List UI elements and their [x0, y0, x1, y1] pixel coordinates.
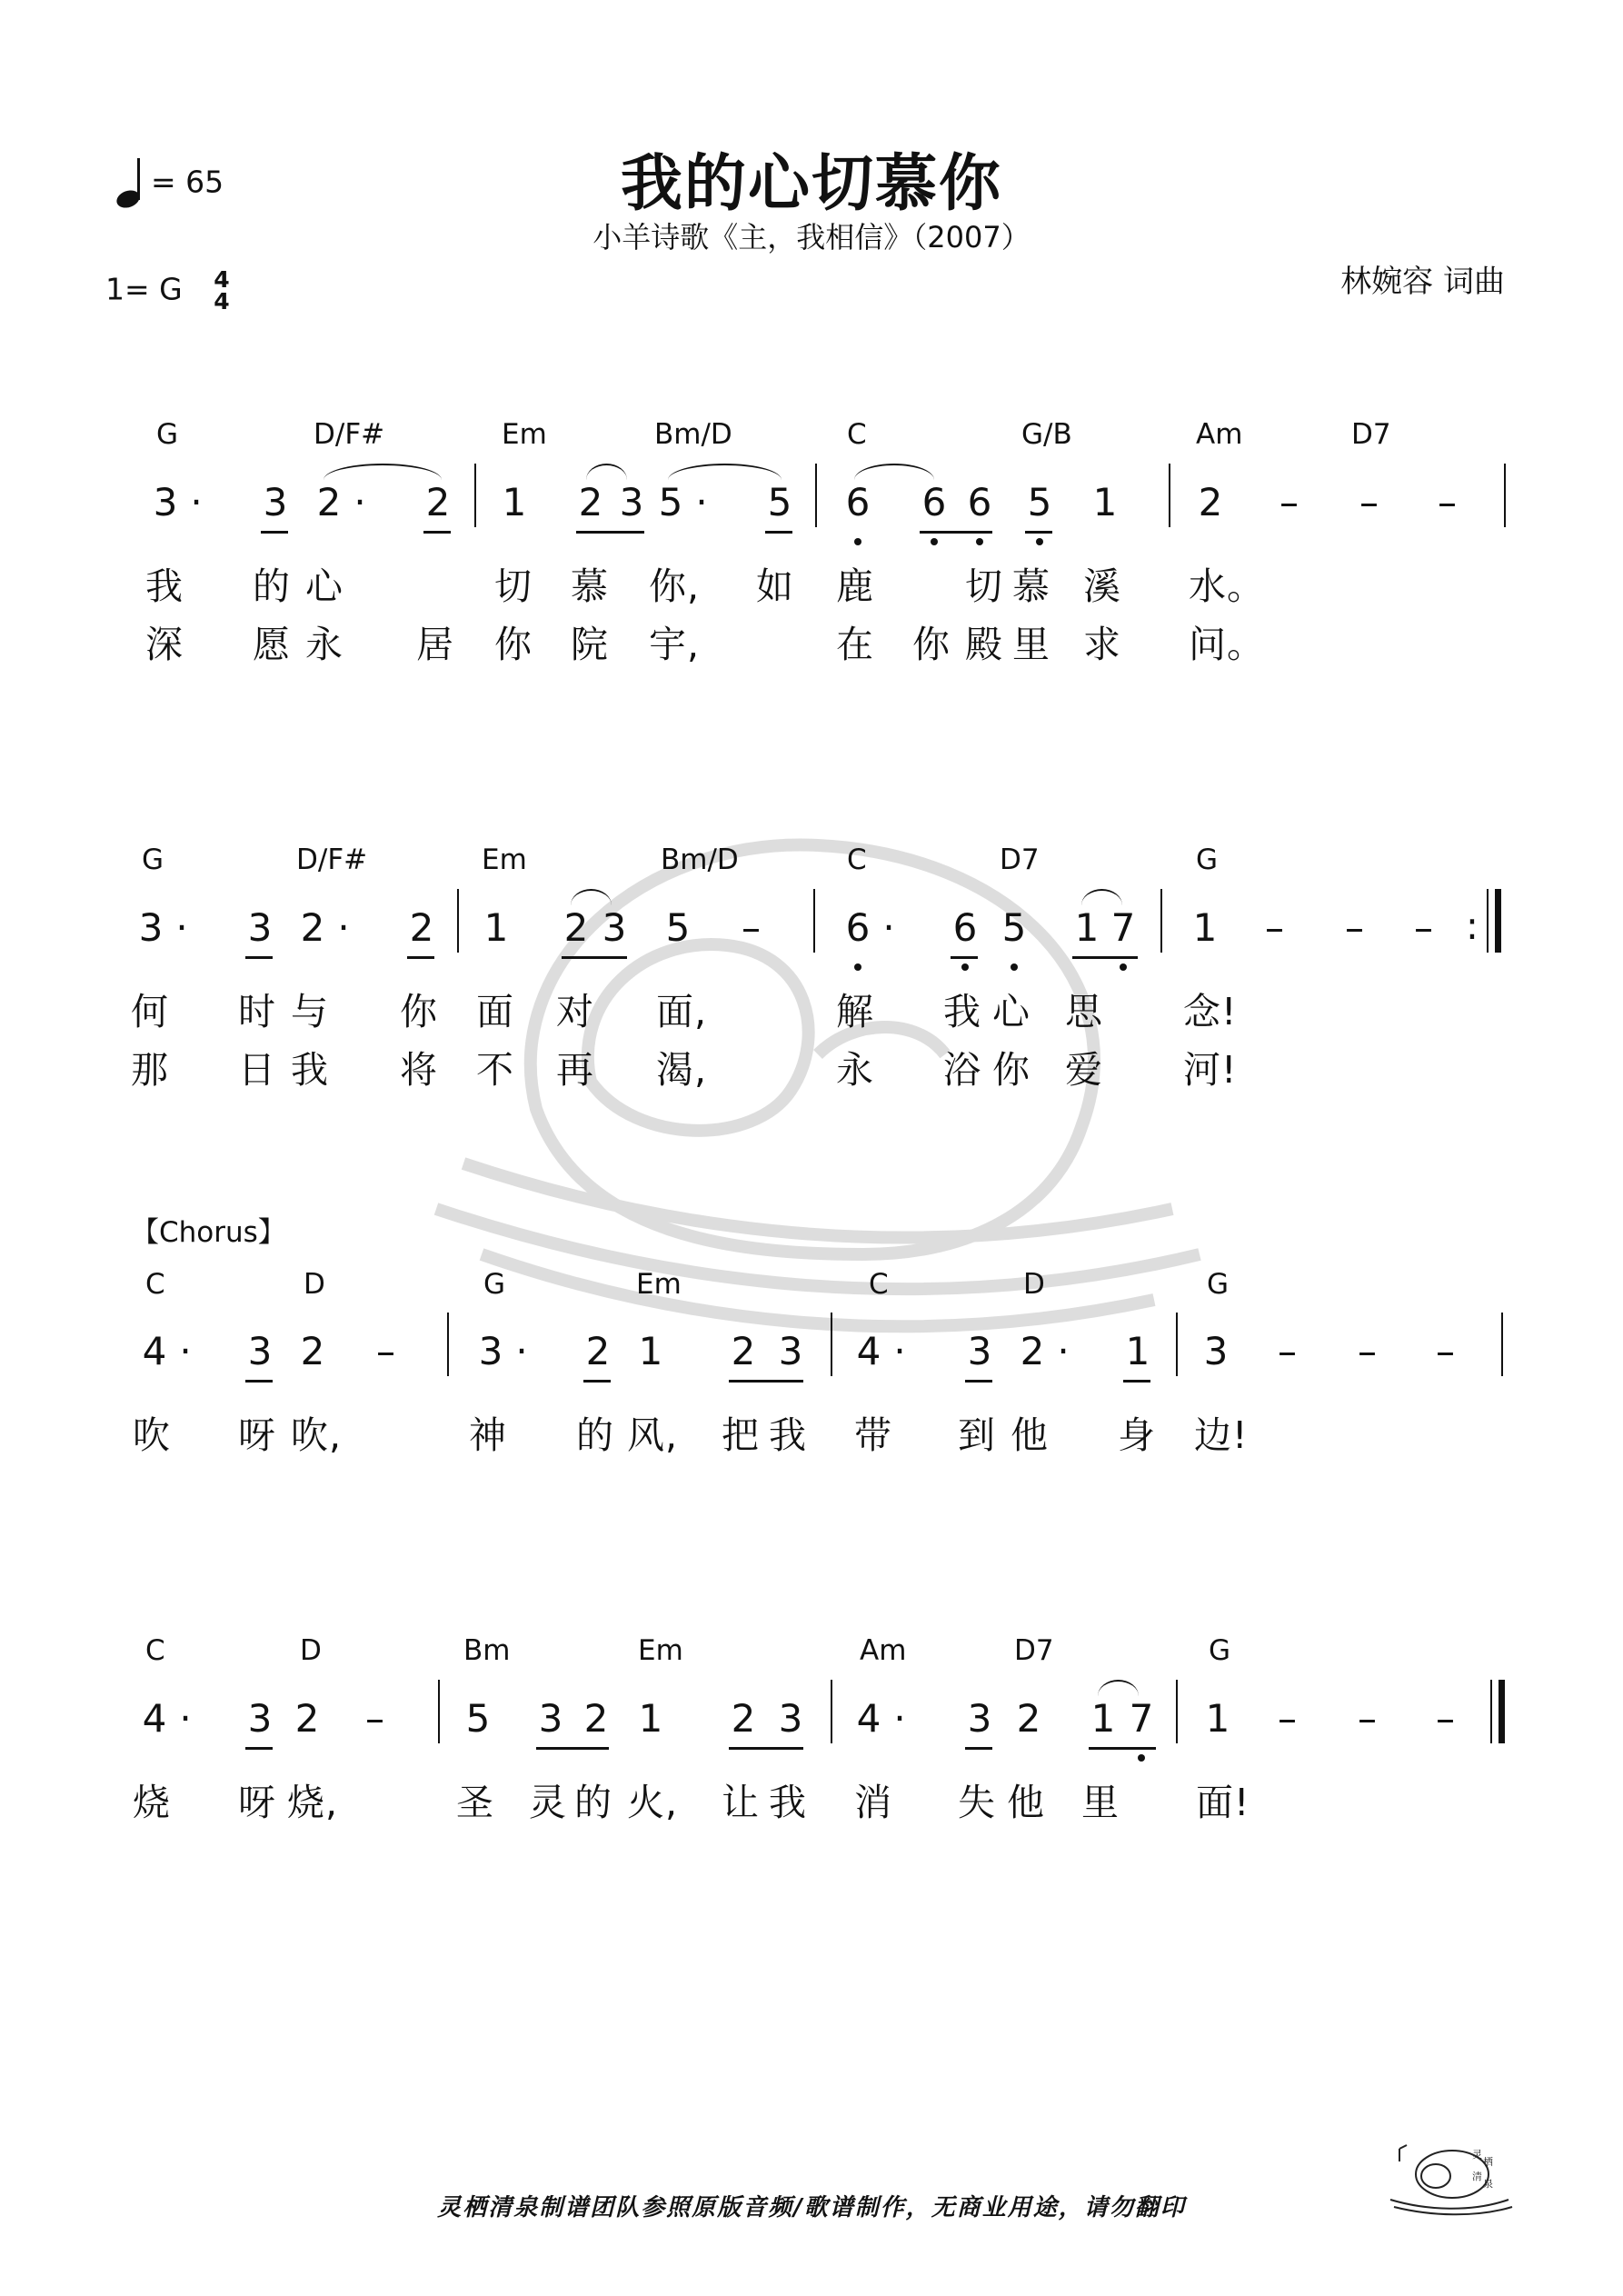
- lyric: 到: [958, 1413, 996, 1457]
- key-signature: [105, 266, 230, 314]
- underline: [423, 531, 451, 534]
- note: 3: [778, 1329, 803, 1373]
- tempo-mark: [116, 160, 224, 207]
- underline: [245, 1380, 273, 1383]
- note: 2: [583, 1696, 609, 1741]
- lyric: 风,: [627, 1413, 679, 1457]
- chorus-label: 【Chorus】: [131, 1216, 286, 1249]
- underline: [965, 1747, 992, 1750]
- dash: –: [1278, 1696, 1297, 1741]
- underline: [562, 956, 627, 959]
- lyric: 呀: [238, 1413, 276, 1457]
- chord: C: [847, 844, 867, 876]
- barline: [1176, 1313, 1178, 1376]
- lyric: 问。: [1189, 623, 1265, 666]
- lyric: 我: [769, 1413, 807, 1457]
- note: 2: [1198, 480, 1223, 524]
- underline: [1123, 1380, 1150, 1383]
- lyric: 心: [305, 564, 344, 608]
- note: 3: [602, 905, 627, 950]
- low-octave-dot: [854, 963, 861, 971]
- note: 2: [300, 905, 325, 950]
- lyric: 河!: [1183, 1048, 1238, 1092]
- barline: [1501, 1313, 1503, 1376]
- note: 1: [1205, 1696, 1230, 1741]
- note: 6: [921, 480, 947, 524]
- lyric: 灵: [529, 1781, 567, 1824]
- dot-mark: ·: [882, 905, 895, 950]
- note: 2: [1016, 1696, 1041, 1741]
- lyric: 溪: [1083, 564, 1121, 608]
- chord: Em: [502, 418, 547, 451]
- sheep-stamp-logo-icon: [1381, 2136, 1518, 2218]
- dot-mark: ·: [893, 1696, 906, 1741]
- note: 3: [138, 905, 164, 950]
- chord: C: [145, 1634, 165, 1667]
- dash: –: [1436, 1696, 1455, 1741]
- note: 6: [845, 905, 871, 950]
- note: 5: [1001, 905, 1027, 950]
- note: 5: [1027, 480, 1052, 524]
- lyric: 他: [1007, 1781, 1045, 1824]
- lyric: 你: [912, 623, 951, 666]
- dot-mark: ·: [179, 1696, 192, 1741]
- chord: Em: [482, 844, 527, 876]
- note: 3: [1203, 1329, 1229, 1373]
- underline: [765, 531, 792, 534]
- lyric: 让: [722, 1781, 760, 1824]
- underline: [965, 1380, 992, 1383]
- lyric: 我: [145, 564, 184, 608]
- barline: [457, 889, 459, 953]
- lyric: 深: [145, 623, 184, 666]
- barline: [447, 1313, 449, 1376]
- lyric: 渴,: [656, 1048, 708, 1092]
- lyric: 神: [469, 1413, 507, 1457]
- note: 3: [778, 1696, 803, 1741]
- note: 3: [263, 480, 288, 524]
- dot-mark: ·: [695, 480, 708, 524]
- note: 2: [316, 480, 342, 524]
- lyric: 解: [836, 990, 874, 1033]
- low-octave-dot: [931, 538, 938, 545]
- song-title: 我的心切慕你: [620, 148, 1002, 220]
- time-denominator: 4: [214, 288, 230, 314]
- chord: Am: [860, 1634, 907, 1667]
- barline: [1487, 889, 1489, 953]
- underline: [576, 531, 644, 534]
- barline: [1160, 889, 1162, 953]
- dash: –: [1278, 1329, 1297, 1373]
- barline: [831, 1313, 832, 1376]
- lyric: 呀: [238, 1781, 276, 1824]
- dot-mark: ·: [515, 1329, 528, 1373]
- dash: –: [1358, 1329, 1377, 1373]
- chord: Em: [636, 1268, 682, 1301]
- lyric: 我: [769, 1781, 807, 1824]
- barline: [815, 464, 817, 527]
- note: 2: [731, 1696, 756, 1741]
- chord: Em: [638, 1634, 683, 1667]
- lyric: 日: [238, 1048, 276, 1092]
- chord: D/F#: [314, 418, 385, 451]
- song-author: 林婉容 词曲: [1340, 264, 1505, 300]
- chord: G: [142, 844, 164, 876]
- lyric: 的: [576, 1413, 614, 1457]
- lyric: 身: [1118, 1413, 1156, 1457]
- lyric: 殿: [965, 623, 1003, 666]
- note: 1: [1074, 905, 1100, 950]
- note: 2: [1020, 1329, 1045, 1373]
- note: 3: [538, 1696, 563, 1741]
- lyric: 切: [494, 564, 533, 608]
- lyric: 边!: [1194, 1413, 1249, 1457]
- dot-mark: ·: [893, 1329, 906, 1373]
- underline: [245, 1747, 273, 1750]
- underline: [920, 531, 992, 534]
- lyric: 思: [1065, 990, 1103, 1033]
- lyric: 院: [571, 623, 609, 666]
- note: 3: [153, 480, 178, 524]
- lyric: 面!: [1196, 1781, 1250, 1824]
- note: 1: [1192, 905, 1218, 950]
- lyric: 宇,: [649, 623, 701, 666]
- lyric: 爱: [1065, 1048, 1103, 1092]
- note: 3: [247, 905, 273, 950]
- lyric: 的: [253, 564, 291, 608]
- tie: [586, 464, 627, 480]
- lyric: 我: [291, 1048, 329, 1092]
- barline: [1176, 1680, 1178, 1743]
- note: 5: [767, 480, 792, 524]
- note: 4: [142, 1329, 167, 1373]
- note: 1: [1092, 480, 1118, 524]
- note: 2: [563, 905, 589, 950]
- chord: D: [1023, 1268, 1045, 1301]
- underline: [1089, 1747, 1156, 1750]
- dash: –: [1279, 480, 1299, 524]
- lyric: 我: [943, 990, 981, 1033]
- barline: [474, 464, 476, 527]
- lyric: 你,: [649, 564, 701, 608]
- note: 1: [502, 480, 527, 524]
- chord: G: [1196, 844, 1219, 876]
- dash: –: [1265, 905, 1284, 950]
- tie: [1098, 1680, 1139, 1696]
- underline: [261, 531, 288, 534]
- chord: C: [869, 1268, 889, 1301]
- lyric: 你: [992, 1048, 1031, 1092]
- chord: D/F#: [296, 844, 368, 876]
- stamp-char: 清: [1472, 2171, 1482, 2182]
- barline: [1490, 1680, 1492, 1743]
- lyric: 你: [400, 990, 438, 1033]
- note: 3: [967, 1329, 992, 1373]
- chord: D: [300, 1634, 322, 1667]
- lyric: 将: [400, 1048, 438, 1092]
- note: 6: [952, 905, 978, 950]
- lyric: 如: [756, 564, 794, 608]
- note: 2: [578, 480, 603, 524]
- lyric: 里: [1012, 623, 1050, 666]
- underline: [245, 956, 273, 959]
- barline: [438, 1680, 440, 1743]
- lyric: 带: [854, 1413, 892, 1457]
- chord: C: [847, 418, 867, 451]
- note: 3: [247, 1696, 273, 1741]
- underline: [729, 1380, 803, 1383]
- lyric: 切: [965, 564, 1003, 608]
- chord: Bm/D: [654, 418, 732, 451]
- lyric: 失: [958, 1781, 996, 1824]
- lyric: 面: [476, 990, 514, 1033]
- lyric: 时: [238, 990, 276, 1033]
- lyric: 里: [1081, 1781, 1120, 1824]
- time-numerator: 4: [214, 266, 230, 293]
- tie: [854, 464, 934, 480]
- lyric: 心: [992, 990, 1031, 1033]
- low-octave-dot: [976, 538, 983, 545]
- lyric: 慕: [1012, 564, 1050, 608]
- barline: [831, 1680, 832, 1743]
- note: 4: [142, 1696, 167, 1741]
- note: 6: [845, 480, 871, 524]
- lyric: 永: [305, 623, 344, 666]
- tempo-value: = 65: [151, 164, 224, 200]
- note: 2: [425, 480, 451, 524]
- lyric: 烧,: [287, 1781, 339, 1824]
- dash: –: [1358, 1696, 1377, 1741]
- footer-note: 灵栖清泉制谱团队参照原版音频/歌谱制作，无商业用途，请勿翻印: [437, 2194, 1186, 2221]
- note: 3: [247, 1329, 273, 1373]
- stamp-char: 灵: [1472, 2149, 1482, 2161]
- dash: –: [376, 1329, 395, 1373]
- repeat-colon: :: [1465, 903, 1479, 948]
- chord: G: [1209, 1634, 1231, 1667]
- quarter-note-icon: [116, 160, 140, 207]
- lyric: 他: [1011, 1413, 1049, 1457]
- lyric: 吹: [133, 1413, 171, 1457]
- low-octave-dot: [1011, 963, 1018, 971]
- lyric: 慕: [571, 564, 609, 608]
- dot-mark: ·: [179, 1329, 192, 1373]
- note: 1: [638, 1329, 663, 1373]
- note: 5: [665, 905, 691, 950]
- lyric: 不: [476, 1048, 514, 1092]
- chord: Bm: [463, 1634, 511, 1667]
- underline: [1072, 956, 1138, 959]
- dash: –: [365, 1696, 384, 1741]
- note: 7: [1129, 1696, 1154, 1741]
- song-subtitle: 小羊诗歌《主，我相信》（2007）: [592, 220, 1031, 255]
- lyric: 圣: [456, 1781, 494, 1824]
- chord: G/B: [1021, 418, 1072, 451]
- note: 5: [465, 1696, 491, 1741]
- note: 4: [856, 1696, 881, 1741]
- tie: [668, 464, 782, 480]
- lyric: 浴: [943, 1048, 981, 1092]
- low-octave-dot: [854, 538, 861, 545]
- note: 3: [967, 1696, 992, 1741]
- lyric: 与: [291, 990, 329, 1033]
- note: 6: [967, 480, 992, 524]
- note: 2: [585, 1329, 611, 1373]
- barline: [813, 889, 815, 953]
- note: 1: [1090, 1696, 1116, 1741]
- note: 1: [483, 905, 509, 950]
- dot-mark: ·: [1057, 1329, 1070, 1373]
- barline: [1504, 464, 1506, 527]
- chord: G: [156, 418, 179, 451]
- lyric: 求: [1083, 623, 1121, 666]
- lyric: 消: [854, 1781, 892, 1824]
- lyric: 居: [416, 623, 454, 666]
- lyric: 你: [494, 623, 533, 666]
- low-octave-dot: [1120, 963, 1127, 971]
- lyric: 鹿: [836, 564, 874, 608]
- underline: [583, 1380, 611, 1383]
- underline: [951, 956, 978, 959]
- lyric: 在: [836, 623, 874, 666]
- underline: [407, 956, 434, 959]
- note: 2: [409, 905, 434, 950]
- lyric: 面,: [656, 990, 708, 1033]
- low-octave-dot: [961, 963, 969, 971]
- chord: G: [483, 1268, 506, 1301]
- low-octave-dot: [1138, 1754, 1145, 1762]
- chord: D7: [1351, 418, 1391, 451]
- underline: [1025, 531, 1052, 534]
- chord: D: [304, 1268, 325, 1301]
- dash: –: [1436, 1329, 1455, 1373]
- lyric: 愿: [253, 623, 291, 666]
- chord: D7: [1000, 844, 1040, 876]
- lyric: 火,: [627, 1781, 679, 1824]
- dot-mark: ·: [353, 480, 366, 524]
- lyric: 何: [131, 990, 169, 1033]
- lyric: 把: [722, 1413, 760, 1457]
- note: 2: [300, 1329, 325, 1373]
- note: 4: [856, 1329, 881, 1373]
- key-value: 1= G: [105, 271, 183, 307]
- tie: [324, 464, 442, 480]
- lyric: 吹,: [291, 1413, 343, 1457]
- lyric: 再: [556, 1048, 594, 1092]
- lyric: 念!: [1183, 990, 1238, 1033]
- dash: –: [742, 905, 761, 950]
- time-signature: [214, 266, 230, 314]
- barline: [1169, 464, 1170, 527]
- chord: Bm/D: [661, 844, 739, 876]
- chord: Am: [1196, 418, 1243, 451]
- dot-mark: ·: [190, 480, 203, 524]
- note: 3: [478, 1329, 503, 1373]
- stamp-char: 泉: [1483, 2178, 1493, 2190]
- chord: D7: [1014, 1634, 1054, 1667]
- lyric: 水。: [1189, 564, 1265, 608]
- note: 1: [638, 1696, 663, 1741]
- final-barline: [1495, 889, 1501, 953]
- dash: –: [1359, 480, 1379, 524]
- lyric: 永: [836, 1048, 874, 1092]
- dash: –: [1438, 480, 1457, 524]
- lyric: 烧: [133, 1781, 171, 1824]
- underline: [536, 1747, 609, 1750]
- low-octave-dot: [1036, 538, 1043, 545]
- note: 1: [1125, 1329, 1150, 1373]
- underline: [729, 1747, 803, 1750]
- final-barline: [1499, 1680, 1505, 1743]
- chord: G: [1207, 1268, 1230, 1301]
- dash: –: [1345, 905, 1364, 950]
- lyric: 的: [574, 1781, 612, 1824]
- note: 2: [731, 1329, 756, 1373]
- chord: C: [145, 1268, 165, 1301]
- stamp-char: 栖: [1483, 2156, 1493, 2168]
- note: 2: [294, 1696, 320, 1741]
- dot-mark: ·: [337, 905, 350, 950]
- note: 3: [619, 480, 644, 524]
- note: 7: [1110, 905, 1136, 950]
- lyric: 对: [556, 990, 594, 1033]
- note: 5: [658, 480, 683, 524]
- dash: –: [1414, 905, 1433, 950]
- dot-mark: ·: [175, 905, 188, 950]
- lyric: 那: [131, 1048, 169, 1092]
